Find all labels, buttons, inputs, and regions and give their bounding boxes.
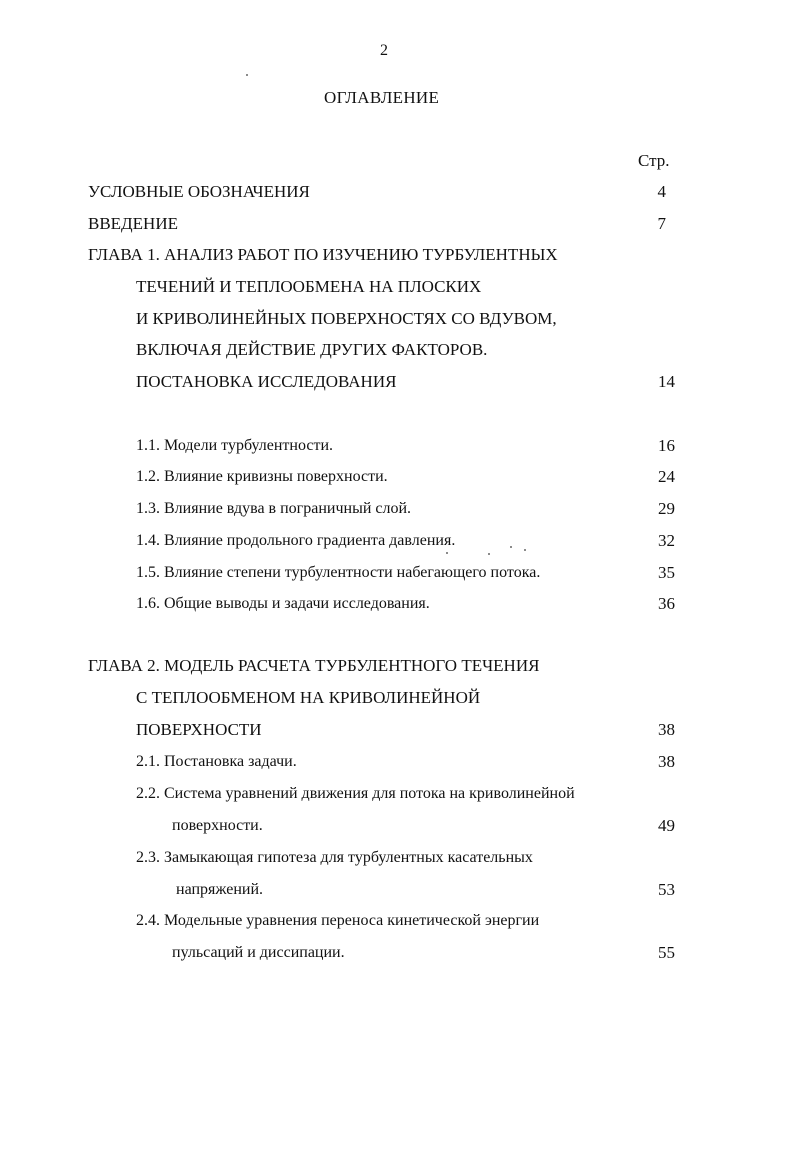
toc-section-1-5: 1.5. Влияние степени турбулентности набегающего потока. <box>136 564 541 581</box>
toc-section-2-2-line-2: поверхности. <box>172 817 263 834</box>
toc-page-number: 16 <box>658 436 675 455</box>
scan-speck <box>510 546 512 548</box>
toc-section-1-2: 1.2. Влияние кривизны поверхности. <box>136 468 388 485</box>
toc-entry-introduction: ВВЕДЕНИЕ <box>88 214 178 233</box>
toc-page-number: 53 <box>658 880 675 899</box>
page-number: 2 <box>380 42 388 59</box>
toc-chapter-1-line-1: ГЛАВА 1. АНАЛИЗ РАБОТ ПО ИЗУЧЕНИЮ ТУРБУЛЕНТНЫХ <box>88 245 558 264</box>
scan-speck <box>524 549 526 551</box>
toc-section-2-4-line-2: пульсаций и диссипации. <box>172 944 345 961</box>
toc-chapter-1-line-2: ТЕЧЕНИЙ И ТЕПЛООБМЕНА НА ПЛОСКИХ <box>136 277 482 296</box>
toc-chapter-1-line-3: И КРИВОЛИНЕЙНЫХ ПОВЕРХНОСТЯХ СО ВДУВОМ, <box>136 309 557 328</box>
scan-speck <box>446 552 448 554</box>
toc-page-number: 38 <box>658 720 675 739</box>
toc-chapter-1-line-5: ПОСТАНОВКА ИССЛЕДОВАНИЯ <box>136 372 397 391</box>
toc-page-number: 38 <box>658 752 675 771</box>
toc-section-1-6: 1.6. Общие выводы и задачи исследования. <box>136 595 430 612</box>
toc-entry-symbols: УСЛОВНЫЕ ОБОЗНАЧЕНИЯ <box>88 182 310 201</box>
toc-section-2-1: 2.1. Постановка задачи. <box>136 753 297 770</box>
page-title: ОГЛАВЛЕНИЕ <box>324 88 440 107</box>
toc-page-number: 35 <box>658 563 675 582</box>
toc-section-2-4-line-1: 2.4. Модельные уравнения переноса кинетической энергии <box>136 912 540 929</box>
toc-section-2-3-line-1: 2.3. Замыкающая гипотеза для турбулентных касательных <box>136 849 533 866</box>
toc-page-number: 7 <box>657 214 666 233</box>
toc-section-1-3: 1.3. Влияние вдува в пограничный слой. <box>136 500 412 517</box>
toc-chapter-2-line-2: С ТЕПЛООБМЕНОМ НА КРИВОЛИНЕЙНОЙ <box>136 688 481 707</box>
toc-section-2-2-line-1: 2.2. Система уравнений движения для потока на криволинейной <box>136 785 575 802</box>
toc-page-number: 32 <box>658 531 675 550</box>
toc-page-number: 14 <box>658 372 675 391</box>
toc-chapter-2-line-1: ГЛАВА 2. МОДЕЛЬ РАСЧЕТА ТУРБУЛЕНТНОГО ТЕЧЕНИЯ <box>88 656 540 675</box>
toc-page-number: 36 <box>658 594 675 613</box>
toc-page-number: 24 <box>658 467 675 486</box>
toc-section-1-4: 1.4. Влияние продольного градиента давления. <box>136 532 456 549</box>
toc-page-number: 4 <box>657 182 666 201</box>
toc-chapter-1-line-4: ВКЛЮЧАЯ ДЕЙСТВИЕ ДРУГИХ ФАКТОРОВ. <box>136 340 488 359</box>
toc-section-2-3-line-2: напряжений. <box>176 881 264 898</box>
toc-page-number: 55 <box>658 943 675 962</box>
toc-section-1-1: 1.1. Модели турбулентности. <box>136 437 334 454</box>
toc-chapter-2-line-3: ПОВЕРХНОСТИ <box>136 720 262 739</box>
toc-page-number: 29 <box>658 499 675 518</box>
scan-speck <box>488 553 490 555</box>
scan-speck <box>246 74 248 76</box>
toc-page-number: 49 <box>658 816 675 835</box>
page-column-header: Стр. <box>638 151 670 170</box>
